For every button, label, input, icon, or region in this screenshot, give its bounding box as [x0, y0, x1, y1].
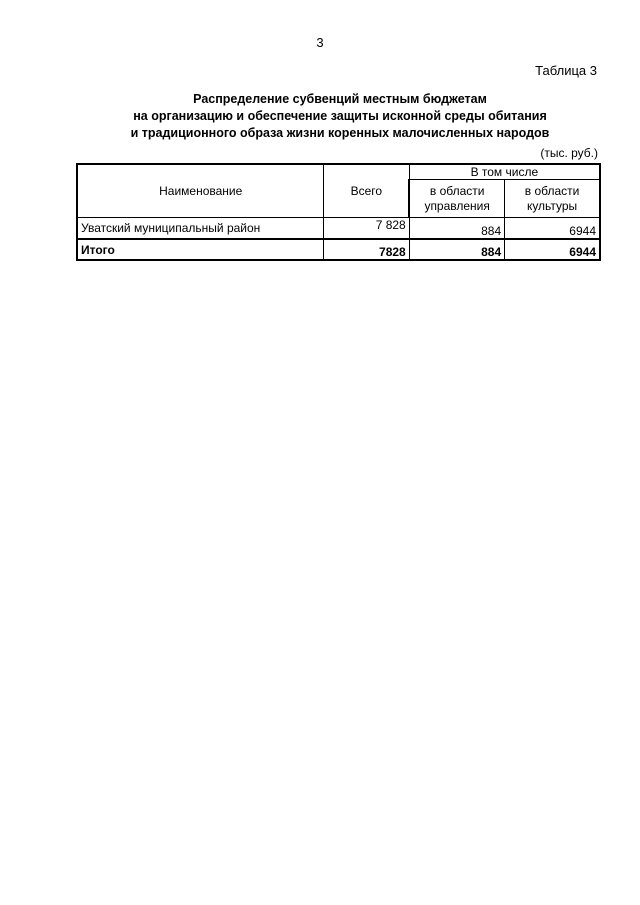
title-line-1: Распределение субвенций местным бюджетам: [193, 92, 487, 106]
header-row-1: [77, 164, 600, 180]
header-total: Всего: [324, 164, 409, 218]
page-number: 3: [316, 35, 324, 50]
total-culture: 6944: [505, 239, 600, 260]
row-name: Уватский муниципальный район: [77, 218, 324, 240]
table-label: Таблица 3: [535, 63, 597, 78]
header-name: Наименование: [77, 164, 324, 218]
row-culture: 6944: [505, 218, 600, 240]
header-management: в области управления: [409, 180, 504, 218]
total-name: Итого: [77, 239, 324, 260]
unit-label: (тыс. руб.): [540, 146, 598, 160]
total-management: 884: [409, 239, 504, 260]
document-title: [60, 91, 620, 142]
title-line-2: на организацию и обеспечение защиты исконной среды обитания: [133, 109, 547, 123]
header-including: В том числе: [409, 164, 600, 180]
table-row: [77, 218, 600, 240]
row-total: 7 828: [324, 218, 409, 240]
total-row: [77, 239, 600, 260]
row-management: 884: [409, 218, 504, 240]
title-line-3: и традиционного образа жизни коренных малочисленных народов: [130, 126, 550, 140]
total-total: 7828: [324, 239, 409, 260]
subvention-table: [76, 163, 601, 261]
header-culture: в области культуры: [505, 180, 600, 218]
